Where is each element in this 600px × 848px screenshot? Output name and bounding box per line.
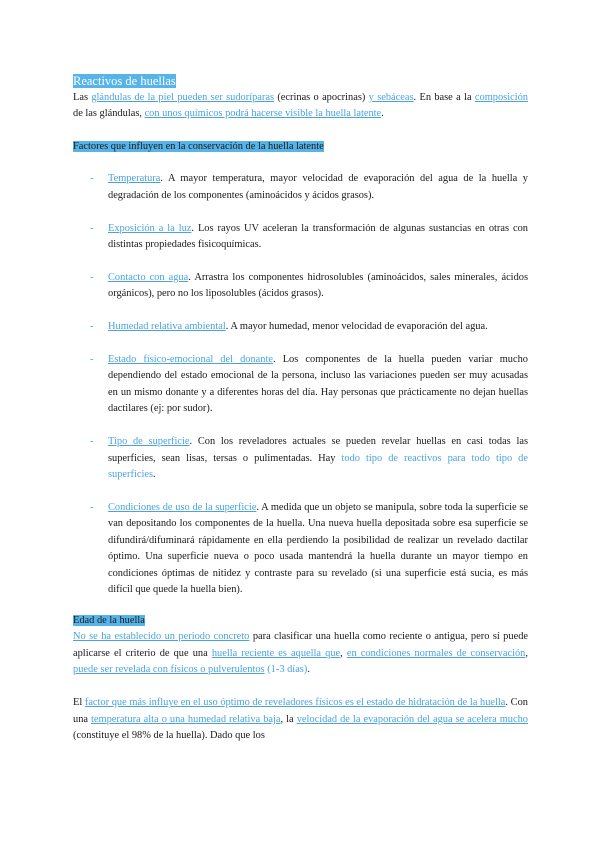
link[interactable]: No se ha establecido un periodo concreto [73,631,250,643]
link[interactable]: puede ser revelada con físicos o pulverulentos [73,664,265,676]
dash-bullet-icon: - [90,436,94,448]
document-page [73,70,528,745]
text: . En base a la [413,92,475,103]
link[interactable]: y sebáceas [368,92,414,103]
spacer [73,678,528,695]
text: El [73,697,85,709]
list-item [73,434,528,483]
factor-link[interactable]: Tipo de superficie [108,436,190,448]
text: . [307,664,310,676]
dash-bullet-icon: - [90,354,94,366]
factor-text: . Arrastra los componentes hidrosolubles (aminoácidos, sales minerales, ácidos orgánicos), pero no los liposolubles (ácidos grasos). [108,271,529,300]
dash-bullet-icon: - [90,501,94,513]
age-heading [73,613,528,629]
text: (constituye el 98% de la huella). Dado que los [73,730,265,742]
dash-bullet-icon: - [90,321,94,333]
factor-text: . A mayor temperatura, mayor velocidad de evaporación del agua de la huella y degradación de los componentes (aminoácidos y ácidos grasos). [108,173,528,201]
link[interactable]: glándulas de la piel pueden ser sudoríparas [91,92,275,103]
heading-text: Edad de la huella [73,614,145,626]
dash-bullet-icon: - [90,271,94,283]
link[interactable]: temperatura alta o una humedad relativa baja [91,713,281,725]
age-paragraph-2 [73,695,528,744]
factor-link[interactable]: Temperatura [108,173,161,185]
list-item [73,500,528,598]
dash-bullet-icon: - [90,173,94,185]
factor-link[interactable]: Contacto con agua [108,271,189,283]
text: (ecrinas o apocrinas) [274,92,369,103]
list-item [73,221,528,254]
age-paragraph-1 [73,629,528,678]
link[interactable]: huella reciente es aquella que [211,647,341,659]
text: . Con una [73,697,528,725]
list-item [73,319,528,335]
document-title [73,73,528,90]
highlight-text: todo tipo de reactivos para todo tipo de superficies [108,452,528,480]
intro-paragraph [73,90,528,123]
list-item [73,270,528,303]
factor-text: . A mayor humedad, menor velocidad de evaporación del agua. [225,321,488,333]
list-item [73,352,528,418]
factors-heading [73,139,528,155]
text: Las [73,92,92,103]
factor-link[interactable]: Condiciones de uso de la superficie [108,501,257,513]
text: de las glándulas, [73,108,145,120]
factor-text: . Los componentes de la huella pueden variar mucho dependiendo del estado emocional de la persona, incluso las variaciones pueden ser muy acusadas en un mismo donante y a diferentes horas del día. Hay personas que prácticamente no dejan huellas dactilares (ej: por sudor). [108,354,529,415]
text: para clasificar una huella como reciente o antigua, pero sí puede aplicarse el criterio de que una [73,631,528,659]
text: . [381,108,384,120]
factor-text: . Con los reveladores actuales se pueden revelar huellas en casi todas las superficies, sean lisas, tersas o pulimentadas. Hay [108,436,528,464]
factor-text: . Los rayos UV aceleran la transformación de algunas sustancias en otras con distintas propiedades fisicoquímicas. [108,222,528,250]
highlight-text: (1-3 días) [267,664,308,676]
factor-link[interactable]: Estado físico-emocional del donante [108,354,273,366]
dash-bullet-icon: - [90,222,94,234]
text: , la [280,713,297,725]
link[interactable]: en condiciones normales de conservación [346,647,526,659]
link[interactable]: composición [474,92,528,103]
list-item [73,171,528,204]
heading-text: Factores que influyen en la conservación de la huella latente [73,140,324,152]
text: , [340,647,347,659]
link[interactable]: con unos químicos podrá hacerse visible la huella latente [144,108,382,120]
factor-link[interactable]: Humedad relativa ambiental [108,321,226,333]
factor-text: . [153,469,156,480]
text: , [525,647,528,659]
factors-list [73,171,528,598]
link[interactable]: velocidad de la evaporación del agua se acelera mucho [296,713,528,725]
title-text: Reactivos de huellas [73,74,176,88]
factor-link[interactable]: Exposición a la luz [108,222,192,234]
link[interactable]: factor que más influye en el uso óptimo de reveladores físicos es el estado de hidratación de la huella [84,697,506,709]
factor-text: . A medida que un objeto se manipula, sobre toda la superficie se van depositando los componentes de la huella. Una nueva huella depositada sobre esa superficie se difundirá/difuminará rápidamente en ella perdiendo la posibilidad de realizar un revelado dactilar óptimo. Una superficie nueva o poco usada mantendrá la huella durante un mayor tiempo en condiciones óptimas de nitidez y contraste para su revelado (si una superficie está sucia, es más difícil que quede la huella bien). [108,501,528,595]
